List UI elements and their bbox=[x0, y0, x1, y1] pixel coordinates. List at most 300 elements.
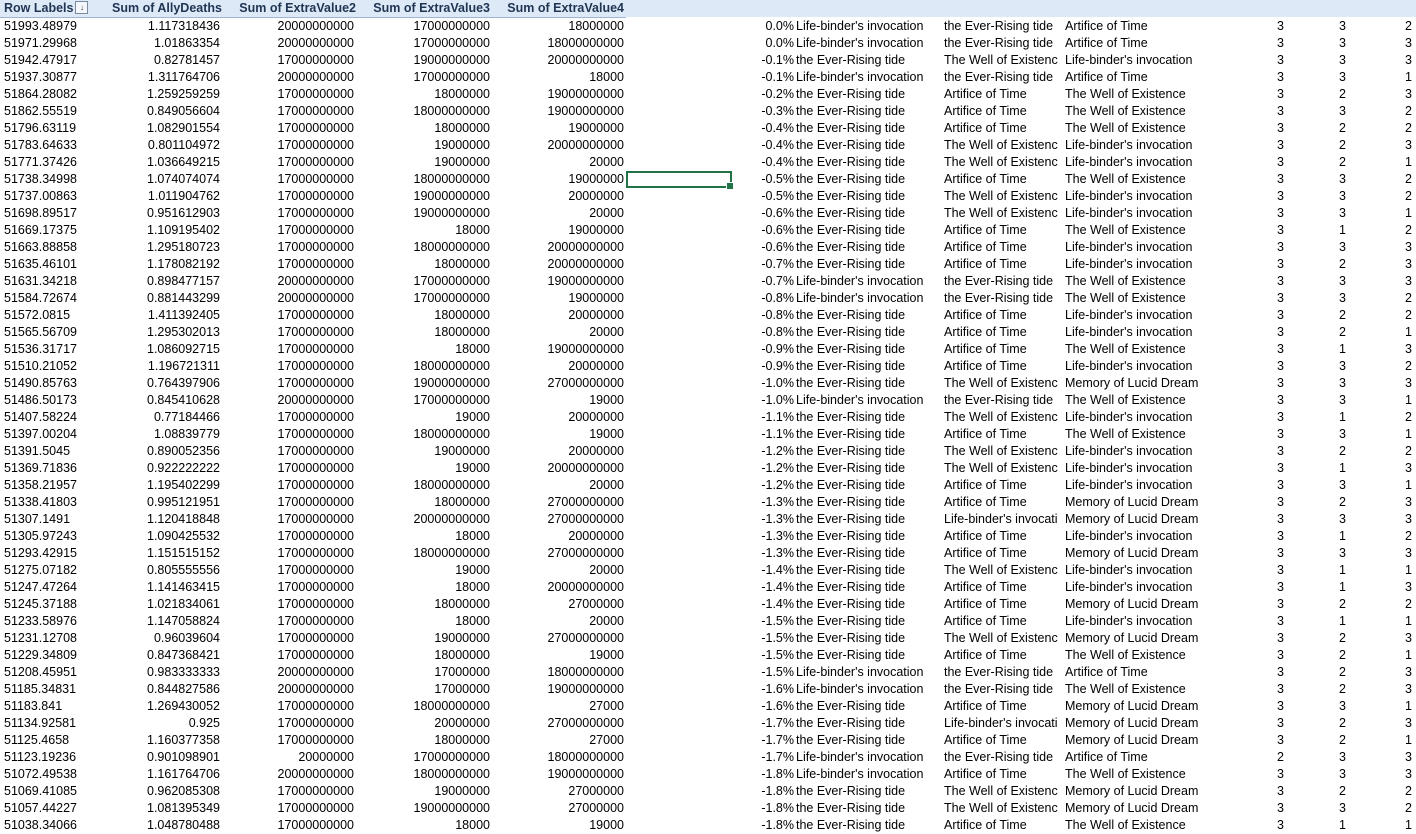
extra-value2-cell[interactable]: 17000000000 bbox=[277, 461, 354, 475]
extra-value3-cell[interactable]: 18000000000 bbox=[413, 240, 490, 254]
ability2-cell[interactable]: Artifice of Time bbox=[944, 308, 1027, 322]
count1-cell[interactable]: 3 bbox=[1277, 19, 1284, 33]
ability3-cell[interactable]: Memory of Lucid Dream bbox=[1065, 546, 1199, 560]
ability1-cell[interactable]: the Ever-Rising tide bbox=[796, 427, 906, 441]
count3-cell[interactable]: 3 bbox=[1405, 750, 1412, 764]
percent-cell[interactable]: -1.4% bbox=[761, 563, 794, 577]
row-label-cell[interactable]: 51783.64633 bbox=[4, 138, 77, 152]
count1-cell[interactable]: 3 bbox=[1277, 699, 1284, 713]
count1-cell[interactable]: 3 bbox=[1277, 784, 1284, 798]
ability2-cell[interactable]: Artifice of Time bbox=[944, 648, 1027, 662]
row-label-cell[interactable]: 51229.34809 bbox=[4, 648, 77, 662]
percent-cell[interactable]: -0.5% bbox=[761, 172, 794, 186]
count3-cell[interactable]: 2 bbox=[1405, 410, 1412, 424]
extra-value3-cell[interactable]: 18000 bbox=[455, 614, 490, 628]
count2-cell[interactable]: 1 bbox=[1339, 563, 1346, 577]
extra-value2-cell[interactable]: 17000000000 bbox=[277, 648, 354, 662]
count3-cell[interactable]: 2 bbox=[1405, 104, 1412, 118]
extra-value4-cell[interactable]: 18000000000 bbox=[547, 665, 624, 679]
extra-value2-cell[interactable]: 17000000000 bbox=[277, 478, 354, 492]
count2-cell[interactable]: 3 bbox=[1339, 19, 1346, 33]
count1-cell[interactable]: 3 bbox=[1277, 444, 1284, 458]
count3-cell[interactable]: 2 bbox=[1405, 19, 1412, 33]
percent-cell[interactable]: -0.3% bbox=[761, 104, 794, 118]
percent-cell[interactable]: -0.8% bbox=[761, 308, 794, 322]
count2-cell[interactable]: 2 bbox=[1339, 495, 1346, 509]
percent-cell[interactable]: -0.2% bbox=[761, 87, 794, 101]
count3-cell[interactable]: 3 bbox=[1405, 495, 1412, 509]
extra-value4-cell[interactable]: 20000000 bbox=[568, 308, 624, 322]
ability2-cell[interactable]: Artifice of Time bbox=[944, 325, 1027, 339]
ability2-cell[interactable]: Life-binder's invocati bbox=[944, 512, 1058, 526]
extra-value2-cell[interactable]: 17000000000 bbox=[277, 342, 354, 356]
extra-value3-cell[interactable]: 19000 bbox=[455, 410, 490, 424]
count1-cell[interactable]: 3 bbox=[1277, 427, 1284, 441]
extra-value4-cell[interactable]: 20000000 bbox=[568, 410, 624, 424]
ability3-cell[interactable]: Life-binder's invocation bbox=[1065, 410, 1193, 424]
extra-value4-cell[interactable]: 27000000000 bbox=[547, 495, 624, 509]
extra-value3-cell[interactable]: 18000000000 bbox=[413, 359, 490, 373]
row-label-cell[interactable]: 51123.19236 bbox=[4, 750, 77, 764]
extra-value3-cell[interactable]: 19000000 bbox=[434, 631, 490, 645]
extra-value2-cell[interactable]: 17000000000 bbox=[277, 376, 354, 390]
count2-cell[interactable]: 2 bbox=[1339, 121, 1346, 135]
ability3-cell[interactable]: Life-binder's invocation bbox=[1065, 206, 1193, 220]
ability3-cell[interactable]: Life-binder's invocation bbox=[1065, 325, 1193, 339]
row-label-cell[interactable]: 51669.17375 bbox=[4, 223, 77, 237]
count1-cell[interactable]: 3 bbox=[1277, 665, 1284, 679]
ability1-cell[interactable]: the Ever-Rising tide bbox=[796, 784, 906, 798]
ally-deaths-cell[interactable]: 1.195402299 bbox=[147, 478, 220, 492]
percent-cell[interactable]: -1.5% bbox=[761, 614, 794, 628]
extra-value2-cell[interactable]: 17000000000 bbox=[277, 427, 354, 441]
extra-value3-cell[interactable]: 18000000 bbox=[434, 121, 490, 135]
ability1-cell[interactable]: Life-binder's invocation bbox=[796, 19, 924, 33]
extra-value3-cell[interactable]: 18000000 bbox=[434, 597, 490, 611]
row-label-cell[interactable]: 51971.29968 bbox=[4, 36, 77, 50]
count2-cell[interactable]: 3 bbox=[1339, 699, 1346, 713]
ability1-cell[interactable]: the Ever-Rising tide bbox=[796, 410, 906, 424]
count3-cell[interactable]: 3 bbox=[1405, 512, 1412, 526]
extra-value2-cell[interactable]: 17000000000 bbox=[277, 53, 354, 67]
ability1-cell[interactable]: Life-binder's invocation bbox=[796, 274, 924, 288]
count2-cell[interactable]: 3 bbox=[1339, 478, 1346, 492]
ally-deaths-cell[interactable]: 1.082901554 bbox=[147, 121, 220, 135]
ability2-cell[interactable]: the Ever-Rising tide bbox=[944, 750, 1054, 764]
ability1-cell[interactable]: the Ever-Rising tide bbox=[796, 818, 906, 832]
count1-cell[interactable]: 3 bbox=[1277, 121, 1284, 135]
extra-value4-cell[interactable]: 19000000 bbox=[568, 291, 624, 305]
ability3-cell[interactable]: Life-binder's invocation bbox=[1065, 155, 1193, 169]
extra-value2-cell[interactable]: 17000000000 bbox=[277, 138, 354, 152]
ability3-cell[interactable]: Artifice of Time bbox=[1065, 70, 1148, 84]
ability3-cell[interactable]: Life-binder's invocation bbox=[1065, 529, 1193, 543]
ally-deaths-cell[interactable]: 1.021834061 bbox=[147, 597, 220, 611]
ability1-cell[interactable]: the Ever-Rising tide bbox=[796, 614, 906, 628]
ability1-cell[interactable]: the Ever-Rising tide bbox=[796, 461, 906, 475]
count1-cell[interactable]: 3 bbox=[1277, 325, 1284, 339]
extra-value2-header[interactable]: Sum of ExtraValue2 bbox=[239, 1, 356, 15]
ally-deaths-cell[interactable]: 0.96039604 bbox=[153, 631, 220, 645]
extra-value3-cell[interactable]: 18000 bbox=[455, 223, 490, 237]
ability3-cell[interactable]: Memory of Lucid Dream bbox=[1065, 733, 1199, 747]
count1-cell[interactable]: 3 bbox=[1277, 495, 1284, 509]
ability3-cell[interactable]: Life-binder's invocation bbox=[1065, 478, 1193, 492]
row-label-cell[interactable]: 51233.58976 bbox=[4, 614, 77, 628]
ally-deaths-cell[interactable]: 1.269430052 bbox=[147, 699, 220, 713]
extra-value4-cell[interactable]: 20000 bbox=[589, 155, 624, 169]
ability2-cell[interactable]: The Well of Existenc bbox=[944, 189, 1058, 203]
ability2-cell[interactable]: the Ever-Rising tide bbox=[944, 291, 1054, 305]
extra-value2-cell[interactable]: 17000000000 bbox=[277, 104, 354, 118]
percent-cell[interactable]: -0.5% bbox=[761, 189, 794, 203]
ability3-cell[interactable]: Memory of Lucid Dream bbox=[1065, 784, 1199, 798]
extra-value2-cell[interactable]: 17000000000 bbox=[277, 563, 354, 577]
ability3-cell[interactable]: Life-binder's invocation bbox=[1065, 138, 1193, 152]
ability1-cell[interactable]: Life-binder's invocation bbox=[796, 291, 924, 305]
extra-value4-cell[interactable]: 20000 bbox=[589, 325, 624, 339]
ally-deaths-cell[interactable]: 1.151515152 bbox=[147, 546, 220, 560]
extra-value3-cell[interactable]: 19000000000 bbox=[413, 801, 490, 815]
percent-cell[interactable]: -1.5% bbox=[761, 648, 794, 662]
percent-cell[interactable]: -1.3% bbox=[761, 495, 794, 509]
count2-cell[interactable]: 1 bbox=[1339, 580, 1346, 594]
count2-cell[interactable]: 3 bbox=[1339, 189, 1346, 203]
extra-value2-cell[interactable]: 17000000000 bbox=[277, 444, 354, 458]
count1-cell[interactable]: 3 bbox=[1277, 801, 1284, 815]
ability1-cell[interactable]: the Ever-Rising tide bbox=[796, 546, 906, 560]
count3-cell[interactable]: 3 bbox=[1405, 36, 1412, 50]
count2-cell[interactable]: 2 bbox=[1339, 444, 1346, 458]
extra-value4-cell[interactable]: 20000000 bbox=[568, 189, 624, 203]
extra-value4-cell[interactable]: 19000 bbox=[589, 427, 624, 441]
ability3-cell[interactable]: The Well of Existence bbox=[1065, 393, 1186, 407]
ability1-cell[interactable]: the Ever-Rising tide bbox=[796, 189, 906, 203]
extra-value4-cell[interactable]: 18000 bbox=[589, 70, 624, 84]
percent-cell[interactable]: -0.7% bbox=[761, 274, 794, 288]
ability1-cell[interactable]: the Ever-Rising tide bbox=[796, 155, 906, 169]
extra-value4-cell[interactable]: 18000000000 bbox=[547, 36, 624, 50]
extra-value2-cell[interactable]: 17000000000 bbox=[277, 818, 354, 832]
count3-cell[interactable]: 2 bbox=[1405, 172, 1412, 186]
count2-cell[interactable]: 3 bbox=[1339, 53, 1346, 67]
ability2-cell[interactable]: the Ever-Rising tide bbox=[944, 36, 1054, 50]
ability1-cell[interactable]: the Ever-Rising tide bbox=[796, 597, 906, 611]
count1-cell[interactable]: 3 bbox=[1277, 138, 1284, 152]
count1-cell[interactable]: 3 bbox=[1277, 257, 1284, 271]
count3-cell[interactable]: 2 bbox=[1405, 529, 1412, 543]
fill-handle[interactable] bbox=[726, 182, 734, 190]
ally-deaths-cell[interactable]: 0.925 bbox=[188, 716, 220, 730]
row-label-cell[interactable]: 51038.34066 bbox=[4, 818, 77, 832]
extra-value4-cell[interactable]: 19000000 bbox=[568, 172, 624, 186]
count2-cell[interactable]: 3 bbox=[1339, 801, 1346, 815]
row-label-cell[interactable]: 51993.48979 bbox=[4, 19, 77, 33]
extra-value3-cell[interactable]: 18000000 bbox=[434, 325, 490, 339]
count2-cell[interactable]: 2 bbox=[1339, 155, 1346, 169]
extra-value2-cell[interactable]: 17000000000 bbox=[277, 597, 354, 611]
count2-cell[interactable]: 2 bbox=[1339, 631, 1346, 645]
ability2-cell[interactable]: Artifice of Time bbox=[944, 733, 1027, 747]
extra-value3-cell[interactable]: 18000000 bbox=[434, 733, 490, 747]
count2-cell[interactable]: 3 bbox=[1339, 393, 1346, 407]
row-label-cell[interactable]: 51862.55519 bbox=[4, 104, 77, 118]
count1-cell[interactable]: 3 bbox=[1277, 563, 1284, 577]
count1-cell[interactable]: 3 bbox=[1277, 580, 1284, 594]
ability3-cell[interactable]: Memory of Lucid Dream bbox=[1065, 631, 1199, 645]
extra-value2-cell[interactable]: 17000000000 bbox=[277, 546, 354, 560]
extra-value2-cell[interactable]: 17000000000 bbox=[277, 257, 354, 271]
ability1-cell[interactable]: the Ever-Rising tide bbox=[796, 240, 906, 254]
ability2-cell[interactable]: Artifice of Time bbox=[944, 614, 1027, 628]
count2-cell[interactable]: 3 bbox=[1339, 291, 1346, 305]
count3-cell[interactable]: 1 bbox=[1405, 70, 1412, 84]
extra-value4-cell[interactable]: 27000000 bbox=[568, 784, 624, 798]
count3-cell[interactable]: 1 bbox=[1405, 614, 1412, 628]
ally-deaths-cell[interactable]: 1.178082192 bbox=[147, 257, 220, 271]
count3-cell[interactable]: 1 bbox=[1405, 206, 1412, 220]
ability3-cell[interactable]: Memory of Lucid Dream bbox=[1065, 512, 1199, 526]
ability2-cell[interactable]: The Well of Existenc bbox=[944, 155, 1058, 169]
extra-value2-cell[interactable]: 17000000000 bbox=[277, 87, 354, 101]
ability2-cell[interactable]: Artifice of Time bbox=[944, 172, 1027, 186]
ally-deaths-cell[interactable]: 1.086092715 bbox=[147, 342, 220, 356]
ability1-cell[interactable]: the Ever-Rising tide bbox=[796, 223, 906, 237]
ability2-cell[interactable]: Artifice of Time bbox=[944, 529, 1027, 543]
extra-value2-cell[interactable]: 17000000000 bbox=[277, 308, 354, 322]
ability1-cell[interactable]: the Ever-Rising tide bbox=[796, 495, 906, 509]
extra-value4-cell[interactable]: 27000 bbox=[589, 699, 624, 713]
ally-deaths-cell[interactable]: 1.08839779 bbox=[153, 427, 220, 441]
ability2-cell[interactable]: the Ever-Rising tide bbox=[944, 70, 1054, 84]
selected-cell[interactable] bbox=[626, 171, 732, 188]
ability2-cell[interactable]: the Ever-Rising tide bbox=[944, 682, 1054, 696]
extra-value2-cell[interactable]: 20000000000 bbox=[277, 19, 354, 33]
count1-cell[interactable]: 3 bbox=[1277, 223, 1284, 237]
row-label-cell[interactable]: 51584.72674 bbox=[4, 291, 77, 305]
extra-value2-cell[interactable]: 17000000000 bbox=[277, 121, 354, 135]
count3-cell[interactable]: 3 bbox=[1405, 87, 1412, 101]
extra-value4-cell[interactable]: 19000000000 bbox=[547, 274, 624, 288]
row-label-cell[interactable]: 51245.37188 bbox=[4, 597, 77, 611]
ability2-cell[interactable]: The Well of Existenc bbox=[944, 444, 1058, 458]
ally-deaths-cell[interactable]: 0.844827586 bbox=[147, 682, 220, 696]
count2-cell[interactable]: 1 bbox=[1339, 223, 1346, 237]
ability3-cell[interactable]: Life-binder's invocation bbox=[1065, 257, 1193, 271]
ability3-cell[interactable]: Artifice of Time bbox=[1065, 665, 1148, 679]
ability1-cell[interactable]: the Ever-Rising tide bbox=[796, 53, 906, 67]
ability1-cell[interactable]: the Ever-Rising tide bbox=[796, 342, 906, 356]
ability2-cell[interactable]: Artifice of Time bbox=[944, 87, 1027, 101]
extra-value2-cell[interactable]: 20000000000 bbox=[277, 274, 354, 288]
ally-deaths-cell[interactable]: 0.845410628 bbox=[147, 393, 220, 407]
count3-cell[interactable]: 2 bbox=[1405, 784, 1412, 798]
row-label-cell[interactable]: 51275.07182 bbox=[4, 563, 77, 577]
ally-deaths-cell[interactable]: 1.160377358 bbox=[147, 733, 220, 747]
ally-deaths-cell[interactable]: 1.295180723 bbox=[147, 240, 220, 254]
ability1-cell[interactable]: the Ever-Rising tide bbox=[796, 444, 906, 458]
ally-deaths-cell[interactable]: 0.922222222 bbox=[147, 461, 220, 475]
extra-value4-cell[interactable]: 19000000000 bbox=[547, 682, 624, 696]
ally-deaths-cell[interactable]: 0.764397906 bbox=[147, 376, 220, 390]
count2-cell[interactable]: 3 bbox=[1339, 512, 1346, 526]
extra-value2-cell[interactable]: 17000000000 bbox=[277, 580, 354, 594]
row-label-cell[interactable]: 51293.42915 bbox=[4, 546, 77, 560]
ability3-cell[interactable]: The Well of Existence bbox=[1065, 342, 1186, 356]
extra-value3-cell[interactable]: 17000000000 bbox=[413, 750, 490, 764]
extra-value3-cell[interactable]: 17000000000 bbox=[413, 19, 490, 33]
ability2-cell[interactable]: The Well of Existenc bbox=[944, 206, 1058, 220]
count2-cell[interactable]: 3 bbox=[1339, 427, 1346, 441]
ability1-cell[interactable]: the Ever-Rising tide bbox=[796, 580, 906, 594]
ability3-cell[interactable]: The Well of Existence bbox=[1065, 104, 1186, 118]
count1-cell[interactable]: 3 bbox=[1277, 597, 1284, 611]
ability3-cell[interactable]: The Well of Existence bbox=[1065, 818, 1186, 832]
ability2-cell[interactable]: Artifice of Time bbox=[944, 699, 1027, 713]
percent-cell[interactable]: -1.2% bbox=[761, 461, 794, 475]
extra-value3-cell[interactable]: 18000 bbox=[455, 342, 490, 356]
ability1-cell[interactable]: the Ever-Rising tide bbox=[796, 206, 906, 220]
ability1-cell[interactable]: the Ever-Rising tide bbox=[796, 257, 906, 271]
ability3-cell[interactable]: Memory of Lucid Dream bbox=[1065, 801, 1199, 815]
row-label-cell[interactable]: 51072.49538 bbox=[4, 767, 77, 781]
count1-cell[interactable]: 3 bbox=[1277, 308, 1284, 322]
ability2-cell[interactable]: Life-binder's invocati bbox=[944, 716, 1058, 730]
count1-cell[interactable]: 3 bbox=[1277, 206, 1284, 220]
extra-value3-cell[interactable]: 18000 bbox=[455, 580, 490, 594]
ally-deaths-cell[interactable]: 1.109195402 bbox=[147, 223, 220, 237]
ally-deaths-cell[interactable]: 1.074074074 bbox=[147, 172, 220, 186]
extra-value3-cell[interactable]: 18000000 bbox=[434, 648, 490, 662]
ability1-cell[interactable]: the Ever-Rising tide bbox=[796, 801, 906, 815]
extra-value2-cell[interactable]: 17000000000 bbox=[277, 206, 354, 220]
count1-cell[interactable]: 3 bbox=[1277, 342, 1284, 356]
extra-value4-cell[interactable]: 27000000000 bbox=[547, 631, 624, 645]
extra-value4-cell[interactable]: 20000000000 bbox=[547, 138, 624, 152]
row-label-cell[interactable]: 51486.50173 bbox=[4, 393, 77, 407]
count3-cell[interactable]: 2 bbox=[1405, 597, 1412, 611]
row-label-cell[interactable]: 51572.0815 bbox=[4, 308, 71, 322]
ability1-cell[interactable]: the Ever-Rising tide bbox=[796, 121, 906, 135]
extra-value4-cell[interactable]: 20000 bbox=[589, 563, 624, 577]
ability2-cell[interactable]: the Ever-Rising tide bbox=[944, 665, 1054, 679]
ability1-cell[interactable]: the Ever-Rising tide bbox=[796, 172, 906, 186]
count2-cell[interactable]: 2 bbox=[1339, 138, 1346, 152]
count2-cell[interactable]: 3 bbox=[1339, 240, 1346, 254]
extra-value3-cell[interactable]: 19000 bbox=[455, 461, 490, 475]
count3-cell[interactable]: 1 bbox=[1405, 818, 1412, 832]
extra-value3-cell[interactable]: 19000000000 bbox=[413, 189, 490, 203]
percent-cell[interactable]: 0.0% bbox=[765, 36, 794, 50]
ability2-cell[interactable]: The Well of Existenc bbox=[944, 461, 1058, 475]
ability3-cell[interactable]: Life-binder's invocation bbox=[1065, 563, 1193, 577]
extra-value4-cell[interactable]: 19000000000 bbox=[547, 87, 624, 101]
extra-value4-cell[interactable]: 19000000000 bbox=[547, 767, 624, 781]
extra-value3-cell[interactable]: 18000000 bbox=[434, 308, 490, 322]
row-label-cell[interactable]: 51391.5045 bbox=[4, 444, 71, 458]
count1-cell[interactable]: 3 bbox=[1277, 546, 1284, 560]
percent-cell[interactable]: -1.1% bbox=[761, 410, 794, 424]
count1-cell[interactable]: 3 bbox=[1277, 682, 1284, 696]
count1-cell[interactable]: 3 bbox=[1277, 274, 1284, 288]
extra-value3-cell[interactable]: 19000000 bbox=[434, 138, 490, 152]
extra-value2-cell[interactable]: 20000000000 bbox=[277, 665, 354, 679]
ability2-cell[interactable]: Artifice of Time bbox=[944, 478, 1027, 492]
ally-deaths-cell[interactable]: 0.995121951 bbox=[147, 495, 220, 509]
extra-value4-cell[interactable]: 20000000000 bbox=[547, 461, 624, 475]
ability3-cell[interactable]: The Well of Existence bbox=[1065, 648, 1186, 662]
count3-cell[interactable]: 2 bbox=[1405, 801, 1412, 815]
ability2-cell[interactable]: Artifice of Time bbox=[944, 240, 1027, 254]
extra-value2-cell[interactable]: 17000000000 bbox=[277, 733, 354, 747]
count2-cell[interactable]: 3 bbox=[1339, 36, 1346, 50]
row-label-cell[interactable]: 51635.46101 bbox=[4, 257, 77, 271]
extra-value3-cell[interactable]: 19000000 bbox=[434, 155, 490, 169]
percent-cell[interactable]: -1.8% bbox=[761, 784, 794, 798]
extra-value2-cell[interactable]: 17000000000 bbox=[277, 189, 354, 203]
row-label-cell[interactable]: 51737.00863 bbox=[4, 189, 77, 203]
extra-value4-cell[interactable]: 19000000000 bbox=[547, 104, 624, 118]
percent-cell[interactable]: -1.1% bbox=[761, 427, 794, 441]
count1-cell[interactable]: 3 bbox=[1277, 104, 1284, 118]
row-label-cell[interactable]: 51796.63119 bbox=[4, 121, 77, 135]
count3-cell[interactable]: 3 bbox=[1405, 767, 1412, 781]
percent-cell[interactable]: -0.1% bbox=[761, 53, 794, 67]
percent-cell[interactable]: -1.7% bbox=[761, 716, 794, 730]
count1-cell[interactable]: 3 bbox=[1277, 240, 1284, 254]
extra-value4-cell[interactable]: 19000000 bbox=[568, 223, 624, 237]
count2-cell[interactable]: 1 bbox=[1339, 614, 1346, 628]
extra-value4-cell[interactable]: 20000000000 bbox=[547, 257, 624, 271]
extra-value4-cell[interactable]: 20000000000 bbox=[547, 240, 624, 254]
ally-deaths-cell[interactable]: 0.951612903 bbox=[147, 206, 220, 220]
row-label-cell[interactable]: 51208.45951 bbox=[4, 665, 77, 679]
ally-deaths-cell[interactable]: 1.141463415 bbox=[147, 580, 220, 594]
ability3-cell[interactable]: The Well of Existence bbox=[1065, 87, 1186, 101]
ability3-cell[interactable]: Artifice of Time bbox=[1065, 750, 1148, 764]
extra-value2-cell[interactable]: 17000000000 bbox=[277, 784, 354, 798]
extra-value2-cell[interactable]: 17000000000 bbox=[277, 716, 354, 730]
ability3-cell[interactable]: Memory of Lucid Dream bbox=[1065, 716, 1199, 730]
extra-value3-cell[interactable]: 19000000000 bbox=[413, 376, 490, 390]
extra-value3-cell[interactable]: 18000000000 bbox=[413, 104, 490, 118]
row-label-cell[interactable]: 51069.41085 bbox=[4, 784, 77, 798]
ability2-cell[interactable]: Artifice of Time bbox=[944, 359, 1027, 373]
percent-cell[interactable]: -1.5% bbox=[761, 631, 794, 645]
ally-deaths-cell[interactable]: 1.196721311 bbox=[147, 359, 220, 373]
count3-cell[interactable]: 1 bbox=[1405, 648, 1412, 662]
row-label-cell[interactable]: 51663.88858 bbox=[4, 240, 77, 254]
percent-cell[interactable]: -0.4% bbox=[761, 138, 794, 152]
ally-deaths-cell[interactable]: 1.081395349 bbox=[147, 801, 220, 815]
ally-deaths-header[interactable]: Sum of AllyDeaths bbox=[112, 1, 222, 15]
extra-value3-cell[interactable]: 17000000000 bbox=[413, 36, 490, 50]
ability2-cell[interactable]: Artifice of Time bbox=[944, 597, 1027, 611]
extra-value4-cell[interactable]: 20000 bbox=[589, 614, 624, 628]
count2-cell[interactable]: 3 bbox=[1339, 206, 1346, 220]
count3-cell[interactable]: 3 bbox=[1405, 546, 1412, 560]
ability3-cell[interactable]: Life-binder's invocation bbox=[1065, 359, 1193, 373]
ability1-cell[interactable]: the Ever-Rising tide bbox=[796, 87, 906, 101]
ally-deaths-cell[interactable]: 1.259259259 bbox=[147, 87, 220, 101]
extra-value4-cell[interactable]: 20000 bbox=[589, 206, 624, 220]
percent-cell[interactable]: -1.5% bbox=[761, 665, 794, 679]
count2-cell[interactable]: 2 bbox=[1339, 325, 1346, 339]
ability1-cell[interactable]: the Ever-Rising tide bbox=[796, 359, 906, 373]
count2-cell[interactable]: 2 bbox=[1339, 784, 1346, 798]
ability2-cell[interactable]: The Well of Existenc bbox=[944, 53, 1058, 67]
ally-deaths-cell[interactable]: 1.048780488 bbox=[147, 818, 220, 832]
